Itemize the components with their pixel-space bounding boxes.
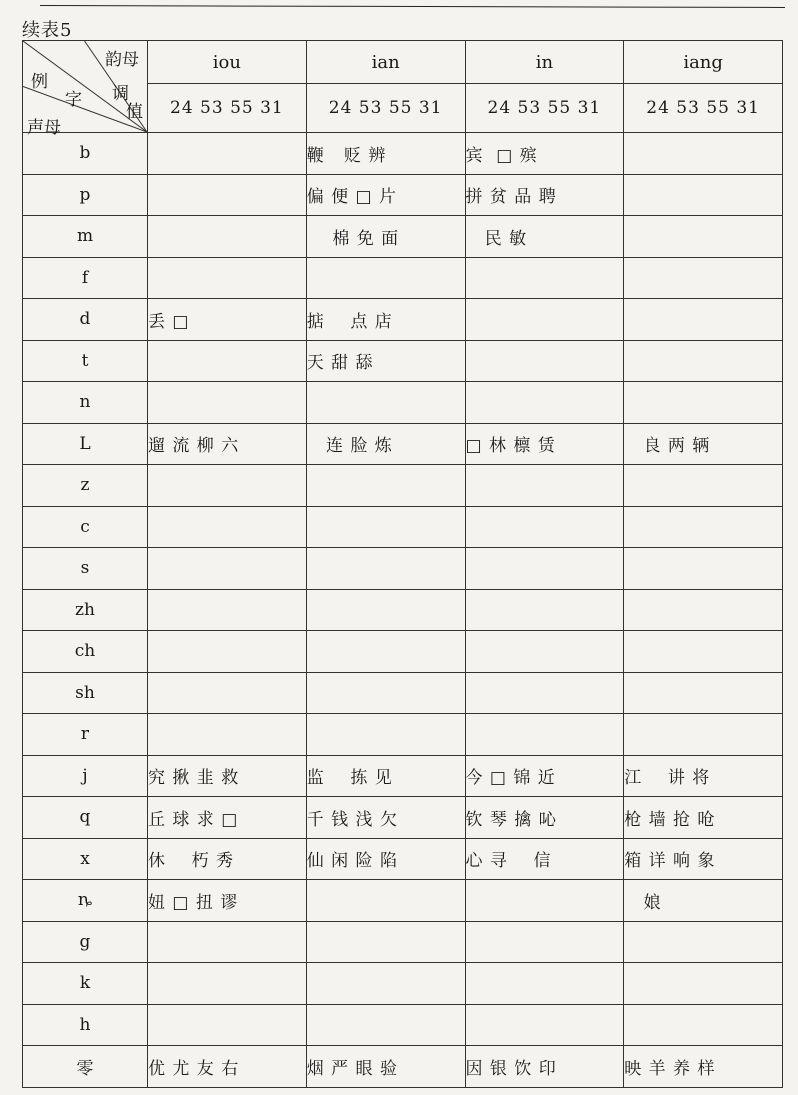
example-chars-cell: 掂 点 店	[306, 299, 465, 341]
table-row	[23, 299, 783, 341]
example-chars-cell	[465, 921, 624, 963]
table-row	[23, 216, 783, 258]
example-chars-cell: 优 尤 友 右	[148, 1046, 307, 1088]
example-chars-cell	[148, 216, 307, 258]
corner-label-shengmu: 声母	[27, 118, 61, 138]
example-chars-cell	[465, 672, 624, 714]
example-chars-cell: 休 朽 秀	[148, 838, 307, 880]
corner-label-li: 例	[31, 72, 48, 92]
example-chars-cell: 遛 流 柳 六	[148, 423, 307, 465]
example-chars-cell	[148, 714, 307, 756]
header-corner-cell	[23, 41, 148, 138]
example-chars-cell	[148, 340, 307, 382]
example-chars-cell	[148, 506, 307, 548]
tone-header: 24 53 55 31	[148, 84, 307, 133]
example-chars-cell	[306, 257, 465, 299]
top-rule	[40, 5, 785, 8]
table-row	[23, 548, 783, 590]
syllable-table	[22, 40, 783, 1088]
example-chars-cell: 良 两 辆	[624, 423, 783, 465]
example-chars-cell: 箱 详 响 象	[624, 838, 783, 880]
example-chars-cell	[624, 1004, 783, 1046]
example-chars-cell: 心 寻 信	[465, 838, 624, 880]
example-chars-cell: 连 脸 炼	[306, 423, 465, 465]
initial-cell: ȵ	[23, 880, 148, 922]
example-chars-cell	[148, 133, 307, 175]
example-chars-cell	[465, 714, 624, 756]
example-chars-cell: 千 钱 浅 欠	[306, 797, 465, 839]
example-chars-cell	[148, 631, 307, 673]
example-chars-cell: 偏 便 □ 片	[306, 174, 465, 216]
example-chars-cell	[465, 631, 624, 673]
example-chars-cell	[148, 963, 307, 1005]
table-row	[23, 340, 783, 382]
table-row	[23, 921, 783, 963]
example-chars-cell: 天 甜 舔	[306, 340, 465, 382]
initial-cell: n	[23, 382, 148, 424]
example-chars-cell: 拼 贫 品 聘	[465, 174, 624, 216]
example-chars-cell	[624, 631, 783, 673]
example-chars-cell	[465, 257, 624, 299]
example-chars-cell: 江 讲 将	[624, 755, 783, 797]
initial-cell: f	[23, 257, 148, 299]
example-chars-cell	[306, 631, 465, 673]
initial-cell: ch	[23, 631, 148, 673]
table-row	[23, 838, 783, 880]
example-chars-cell	[465, 880, 624, 922]
table-row	[23, 589, 783, 631]
example-chars-cell: 棉 免 面	[306, 216, 465, 258]
example-chars-cell	[624, 340, 783, 382]
table-row	[23, 382, 783, 424]
table-row	[23, 1004, 783, 1046]
final-header: iou	[148, 41, 307, 84]
example-chars-cell	[306, 921, 465, 963]
corner-label-zhi: 值	[126, 102, 143, 122]
initial-cell: x	[23, 838, 148, 880]
example-chars-cell	[624, 714, 783, 756]
example-chars-cell	[465, 465, 624, 507]
table-caption: 续表5	[22, 20, 73, 41]
example-chars-cell	[465, 506, 624, 548]
example-chars-cell	[465, 1004, 624, 1046]
initial-cell: c	[23, 506, 148, 548]
example-chars-cell	[624, 672, 783, 714]
example-chars-cell: 映 羊 养 样	[624, 1046, 783, 1088]
table-row	[23, 133, 783, 175]
table-row	[23, 714, 783, 756]
example-chars-cell	[306, 672, 465, 714]
example-chars-cell: 鞭 贬 辨	[306, 133, 465, 175]
initial-cell: h	[23, 1004, 148, 1046]
tone-header: 24 53 55 31	[306, 84, 465, 133]
final-header: iang	[624, 41, 783, 84]
example-chars-cell	[306, 880, 465, 922]
example-chars-cell	[465, 548, 624, 590]
table-row	[23, 755, 783, 797]
example-chars-cell	[148, 174, 307, 216]
final-header: ian	[306, 41, 465, 84]
example-chars-cell	[624, 548, 783, 590]
corner-label-diao: 调	[112, 84, 129, 104]
example-chars-cell: 妞 □ 扭 谬	[148, 880, 307, 922]
table-row	[23, 506, 783, 548]
example-chars-cell	[624, 299, 783, 341]
final-header: in	[465, 41, 624, 84]
initial-cell: r	[23, 714, 148, 756]
example-chars-cell	[465, 382, 624, 424]
initial-cell: L	[23, 423, 148, 465]
example-chars-cell	[148, 672, 307, 714]
example-chars-cell	[465, 299, 624, 341]
example-chars-cell	[306, 465, 465, 507]
initial-cell: d	[23, 299, 148, 341]
table-row	[23, 1046, 783, 1088]
example-chars-cell	[148, 921, 307, 963]
example-chars-cell: 钦 琴 擒 吣	[465, 797, 624, 839]
table-row	[23, 423, 783, 465]
example-chars-cell	[306, 589, 465, 631]
initial-cell: j	[23, 755, 148, 797]
initial-cell: z	[23, 465, 148, 507]
tone-header: 24 53 55 31	[624, 84, 783, 133]
example-chars-cell	[148, 257, 307, 299]
corner-label-yunmu: 韵母	[105, 50, 139, 70]
example-chars-cell	[624, 174, 783, 216]
example-chars-cell	[624, 133, 783, 175]
example-chars-cell	[306, 506, 465, 548]
example-chars-cell	[624, 257, 783, 299]
example-chars-cell: □ 林 檩 赁	[465, 423, 624, 465]
example-chars-cell: 丢 □	[148, 299, 307, 341]
example-chars-cell: 枪 墙 抢 呛	[624, 797, 783, 839]
example-chars-cell: 因 银 饮 印	[465, 1046, 624, 1088]
initial-cell: m	[23, 216, 148, 258]
example-chars-cell	[624, 506, 783, 548]
example-chars-cell: 民 敏	[465, 216, 624, 258]
initial-cell: t	[23, 340, 148, 382]
initial-cell: p	[23, 174, 148, 216]
example-chars-cell	[624, 382, 783, 424]
corner-label-zi: 字	[65, 90, 82, 110]
example-chars-cell	[306, 714, 465, 756]
example-chars-cell	[624, 589, 783, 631]
tone-header: 24 53 55 31	[465, 84, 624, 133]
example-chars-cell	[306, 548, 465, 590]
example-chars-cell	[624, 963, 783, 1005]
initial-cell: sh	[23, 672, 148, 714]
table-row	[23, 963, 783, 1005]
example-chars-cell	[148, 589, 307, 631]
example-chars-cell: 娘	[624, 880, 783, 922]
example-chars-cell: 宾 □ 殡	[465, 133, 624, 175]
initial-cell: zh	[23, 589, 148, 631]
example-chars-cell	[148, 465, 307, 507]
initial-cell: 零	[23, 1046, 148, 1088]
table-row	[23, 465, 783, 507]
example-chars-cell	[148, 1004, 307, 1046]
example-chars-cell	[148, 548, 307, 590]
example-chars-cell: 仙 闲 险 陷	[306, 838, 465, 880]
example-chars-cell: 究 揪 韭 救	[148, 755, 307, 797]
example-chars-cell	[306, 1004, 465, 1046]
example-chars-cell	[148, 382, 307, 424]
table-row	[23, 672, 783, 714]
example-chars-cell: 烟 严 眼 验	[306, 1046, 465, 1088]
example-chars-cell: 今 □ 锦 近	[465, 755, 624, 797]
example-chars-cell	[465, 340, 624, 382]
example-chars-cell: 丘 球 求 □	[148, 797, 307, 839]
initial-cell: s	[23, 548, 148, 590]
table-row	[23, 797, 783, 839]
initial-cell: k	[23, 963, 148, 1005]
example-chars-cell	[624, 216, 783, 258]
example-chars-cell	[306, 963, 465, 1005]
example-chars-cell: 监 拣 见	[306, 755, 465, 797]
example-chars-cell	[465, 589, 624, 631]
table-row	[23, 631, 783, 673]
table-row	[23, 257, 783, 299]
example-chars-cell	[624, 465, 783, 507]
initial-cell: g	[23, 921, 148, 963]
table-row	[23, 880, 783, 922]
initial-cell: b	[23, 133, 148, 175]
table-row	[23, 174, 783, 216]
example-chars-cell	[306, 382, 465, 424]
initial-cell: q	[23, 797, 148, 839]
example-chars-cell	[465, 963, 624, 1005]
example-chars-cell	[624, 921, 783, 963]
